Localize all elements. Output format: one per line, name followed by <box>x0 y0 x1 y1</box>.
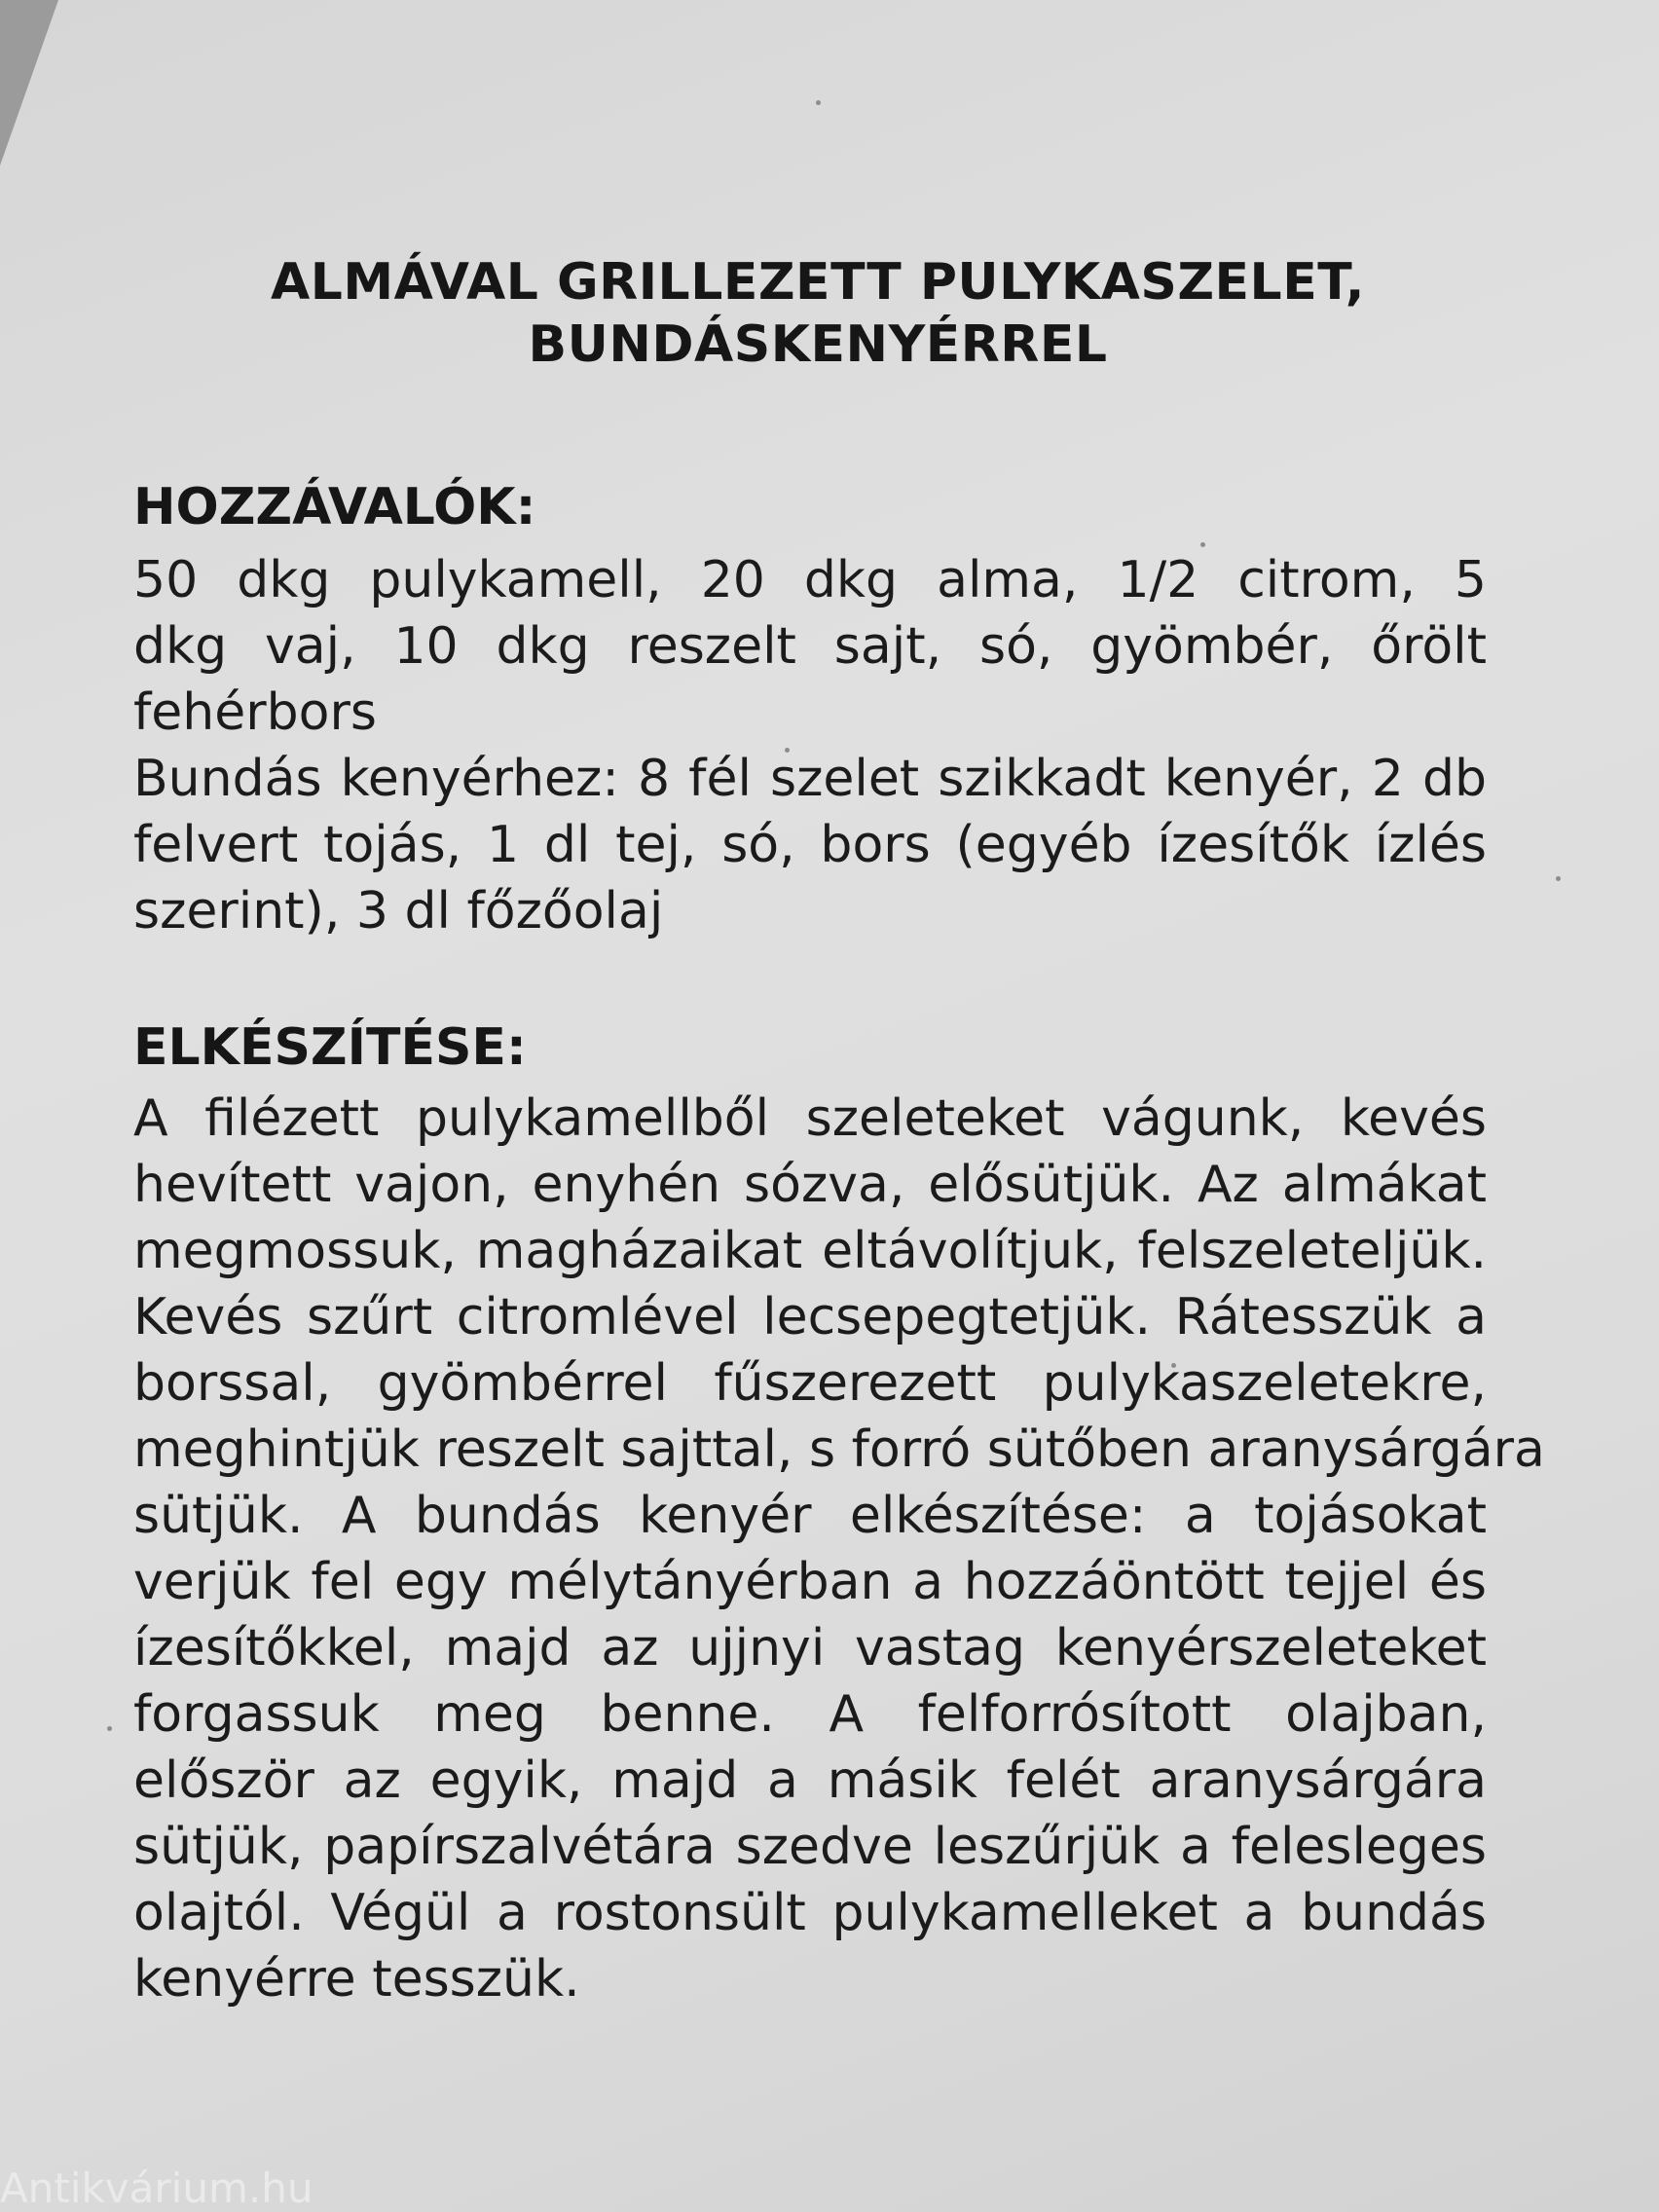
preparation-line: Kevés szűrt citromlével lecsepegtetjük. Rátesszük a <box>133 1288 1487 1346</box>
preparation-line: meghintjük reszelt sajttal, s forró sütőben aranysárgára <box>133 1420 1545 1479</box>
preparation-line: olajtól. Végül a rostonsült pulykamelleket a bundás <box>133 1884 1487 1942</box>
recipe-title-line: BUNDÁSKENYÉRREL <box>528 315 1108 374</box>
recipe-title <box>117 251 1519 376</box>
preparation-line: ízesítőkkel, majd az ujjnyi vastag kenyérszeleteket <box>133 1619 1487 1677</box>
ingredients-line: 50 dkg pulykamell, 20 dkg alma, 1/2 citrom, 5 <box>133 551 1487 609</box>
preparation-heading: ELKÉSZÍTÉSE: <box>133 1018 527 1077</box>
preparation-line: borssal, gyömbérrel fűszerezett pulykaszeletekre, <box>133 1354 1487 1413</box>
watermark: Antikvárium.hu <box>0 2164 313 2212</box>
page-corner-shadow <box>0 0 58 166</box>
ingredients-line: szerint), 3 dl főzőolaj <box>133 882 664 940</box>
preparation-line: sütjük. A bundás kenyér elkészítése: a tojásokat <box>133 1487 1487 1545</box>
paper-speck <box>1556 876 1561 881</box>
preparation-line: verjük fel egy mélytányérban a hozzáöntött tejjel és <box>133 1553 1487 1611</box>
preparation-text <box>133 1086 1545 2012</box>
preparation-line: A filézett pulykamellből szeleteket vágunk, kevés <box>133 1089 1487 1148</box>
ingredients-line: felvert tojás, 1 dl tej, só, bors (egyéb ízesítők ízlés <box>133 816 1487 874</box>
ingredients-line: Bundás kenyérhez: 8 fél szelet szikkadt kenyér, 2 db <box>133 750 1487 808</box>
preparation-line: sütjük, papírszalvétára szedve leszűrjük a felesleges <box>133 1818 1487 1876</box>
ingredients-text <box>133 547 1487 944</box>
paper-speck <box>107 1726 112 1731</box>
paper-speck <box>816 100 821 105</box>
preparation-line: először az egyik, majd a másik felét aranysárgára <box>133 1751 1487 1810</box>
ingredients-heading: HOZZÁVALÓK: <box>133 478 536 536</box>
recipe-title-line: ALMÁVAL GRILLEZETT PULYKASZELET, <box>270 253 1366 312</box>
preparation-line: megmossuk, magházaikat eltávolítjuk, felszeleteljük. <box>133 1222 1487 1280</box>
ingredients-line: dkg vaj, 10 dkg reszelt sajt, só, gyömbér, őrölt <box>133 617 1487 676</box>
preparation-line: forgassuk meg benne. A felforrósított olajban, <box>133 1685 1487 1744</box>
ingredients-line: fehérbors <box>133 683 377 742</box>
preparation-line: hevített vajon, enyhén sózva, elősütjük. Az almákat <box>133 1156 1487 1214</box>
preparation-line: kenyérre tesszük. <box>133 1950 580 2009</box>
